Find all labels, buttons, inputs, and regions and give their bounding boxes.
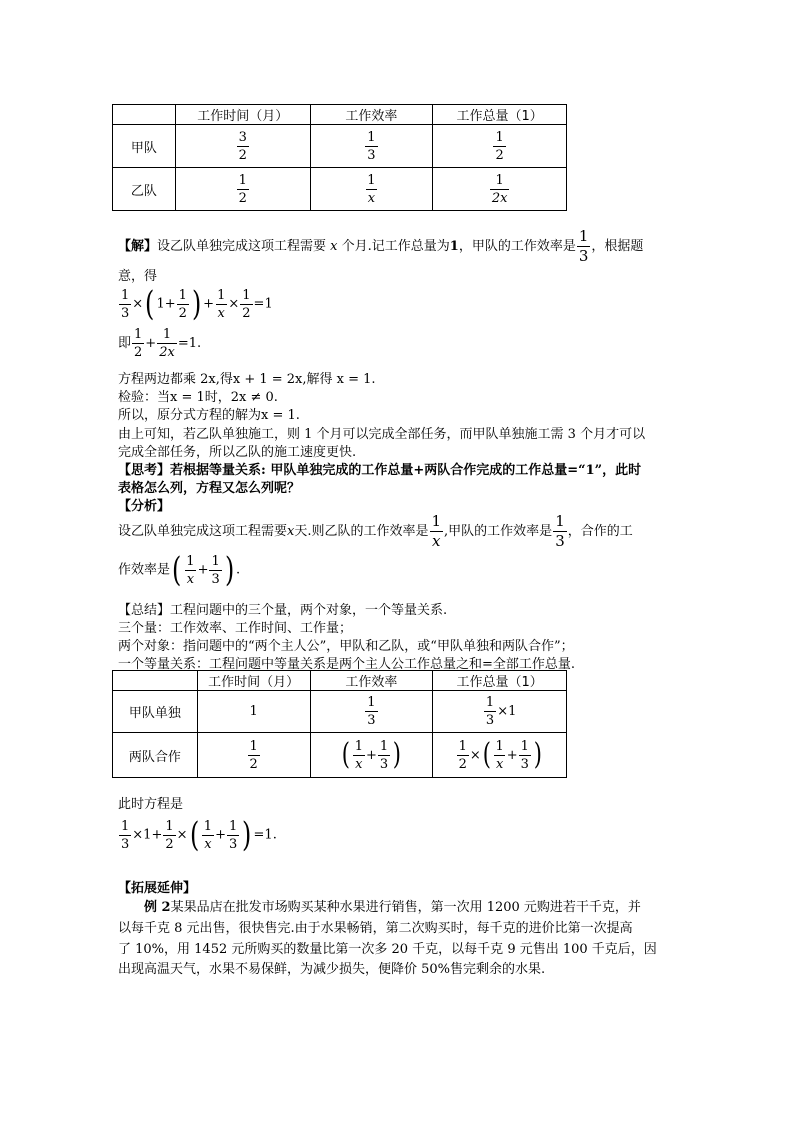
equation-2: 即 $\frac{1}{2}$ + $\frac{1}{2x}$ =1. xyxy=(118,327,202,360)
header-cell: 工作时间（月） xyxy=(197,671,310,691)
fraction: $\frac{1}{2}$ xyxy=(495,129,504,163)
solution-multiply: 方程两边都乘 2x,得x + 1 = 2x,解得 x = 1. xyxy=(118,372,376,387)
cell-value: 1 xyxy=(197,691,310,733)
fraction: $\frac{1}{3}$ xyxy=(485,695,495,728)
fraction: $\frac{1}{3}$ xyxy=(367,695,376,728)
fraction: $\frac{1}{2}$ xyxy=(458,738,467,772)
extend-line-1: 例 2某果品店在批发市场购买某种水果进行销售，第一次用 1200 元购进若干千克，并 xyxy=(144,900,641,915)
fraction: $\frac{1}{2}$ xyxy=(178,287,187,321)
extend-line-3: 了 10%，用 1452 元所购买的数量比第一次多 20 千克，以每千克 9 元售出 100 千克后，因 xyxy=(118,942,657,957)
solution-check: 检验：当x = 1时，2x ≠ 0. xyxy=(118,390,278,405)
analysis-tag: 【分析】 xyxy=(118,499,171,514)
table-row: 两队合作 $\frac{1}{2}$ ( $\frac{1}{x}$ + $\frac{1}{3}$ ) $\frac{1}{2}$ ×( $\frac{1}{x}$ + $\frac{1}{3}$ ) xyxy=(113,733,567,778)
fraction: $\frac{1}{2}$ xyxy=(238,172,247,206)
header-cell: 工作效率 xyxy=(310,105,433,125)
header-cell xyxy=(113,671,198,691)
fraction: $\frac{1}{2x}$ xyxy=(159,327,175,360)
fraction: $\frac{1}{x}$ xyxy=(186,553,195,587)
fraction: $\frac{1}{3}$ xyxy=(379,738,389,772)
header-cell: 工作时间（月） xyxy=(175,105,310,125)
fraction: $\frac{1}{3}$ xyxy=(121,818,130,852)
fraction: $\frac{1}{x}$ xyxy=(354,738,363,772)
fraction: $\frac{1}{x}$ xyxy=(203,818,213,852)
fraction: $\frac{1}{3}$ xyxy=(520,738,529,772)
equation-label: 此时方程是 xyxy=(118,797,184,812)
header-cell: 工作总量（1） xyxy=(433,105,567,125)
think-line-2: 表格怎么列，方程又怎么列呢？ xyxy=(118,481,301,496)
summary-line-3: 两个对象：指问题中的“两个主人公”，甲队和乙队，或“甲队单独和两队合作”； xyxy=(118,639,574,654)
row-label: 乙队 xyxy=(113,168,176,211)
solution-known-2: 完成全部任务，所以乙队的施工速度更快. xyxy=(118,445,357,460)
header-cell xyxy=(113,105,176,125)
row-label: 甲队单独 xyxy=(113,691,198,733)
fraction: $\frac{1}{x}$ xyxy=(367,172,376,206)
fraction: $\frac{1}{2}$ xyxy=(242,287,251,321)
table-header-row xyxy=(113,671,567,691)
summary-line-4: 一个等量关系：工程问题中等量关系是两个主人公工作总量之和=全部工作总量. xyxy=(118,657,576,672)
fraction: $\frac{1}{3}$ xyxy=(555,512,565,550)
solution-known-1: 由上可知，若乙队单独施工，则 1 个月可以完成全部任务，而甲队单独施工需 3 个月才可以 xyxy=(118,427,646,442)
fraction: $\frac{1}{2}$ xyxy=(249,738,258,772)
row-label: 两队合作 xyxy=(113,733,198,778)
fraction: $\frac{1}{3}$ xyxy=(367,129,376,163)
table-row xyxy=(113,168,567,211)
header-cell: 工作总量（1） xyxy=(433,671,567,691)
equation-1: $\frac{1}{3}$ ×( 1+ $\frac{1}{2}$ ) + $\frac{1}{x}$ × $\frac{1}{2}$ =1 xyxy=(121,284,273,324)
fraction: $\frac{3}{2}$ xyxy=(238,129,247,163)
work-table-1 xyxy=(112,104,567,211)
fraction: $\frac{1}{2x}$ xyxy=(491,172,508,206)
fraction: $\frac{1}{x}$ xyxy=(217,287,226,321)
fraction: $\frac{1}{3}$ xyxy=(211,553,220,587)
table-row: 甲队单独 1 $\frac{1}{3}$ $\frac{1}{3}$ ×1 xyxy=(113,691,567,733)
fraction: $\frac{1}{3}$ xyxy=(578,227,589,265)
equation-3: $\frac{1}{3}$ ×1+ $\frac{1}{2}$ ×( $\frac{1}{x}$ + $\frac{1}{3}$ ) =1. xyxy=(121,815,277,855)
extend-line-4: 出现高温天气，水果不易保鲜，为减少损失，便降价 50%售完剩余的水果. xyxy=(118,962,546,977)
row-label: 甲队 xyxy=(113,125,176,168)
fraction: $\frac{1}{2}$ xyxy=(134,327,143,360)
analysis-line-1: 设乙队单独完成这项工程需要x天.则乙队的工作效率是 $\frac{1}{x}$ ,甲队的工作效率是 $\frac{1}{3}$ ，合作的工 xyxy=(118,512,633,550)
table-header-row xyxy=(113,105,567,125)
summary-line-1: 【总结】工程问题中的三个量，两个对象，一个等量关系. xyxy=(118,603,448,618)
header-cell: 工作效率 xyxy=(310,671,433,691)
extend-tag: 【拓展延伸】 xyxy=(118,881,197,896)
fraction: $\frac{1}{3}$ xyxy=(228,818,238,852)
fraction: $\frac{1}{x}$ xyxy=(495,738,504,772)
solution-line-1: 【解】设乙队单独完成这项工程需要 x 个月.记工作总量为1，甲队的工作效率是 $\frac{1}{3}$ ，根据题 xyxy=(118,227,644,265)
fraction: $\frac{1}{2}$ xyxy=(165,818,174,852)
extend-line-2: 以每千克 8 元出售，很快售完.由于水果畅销，第二次购买时，每千克的进价比第一次提高 xyxy=(118,921,633,936)
solution-conclusion: 所以，原分式方程的解为x = 1. xyxy=(118,408,300,423)
fraction: $\frac{1}{3}$ xyxy=(121,287,130,321)
table-row xyxy=(113,125,567,168)
think-line-1: 【思考】若根据等量关系: 甲队单独完成的工作总量+两队合作完成的工作总量=“1”，此时 xyxy=(118,463,642,478)
solution-line-2: 意，得 xyxy=(118,269,158,284)
fraction: $\frac{1}{x}$ xyxy=(431,512,442,550)
analysis-line-2: 作效率是( $\frac{1}{x}$ + $\frac{1}{3}$ ) . xyxy=(118,550,241,590)
work-table-2 xyxy=(112,670,567,778)
summary-line-2: 三个量：工作效率、工作时间、工作量； xyxy=(118,621,353,636)
